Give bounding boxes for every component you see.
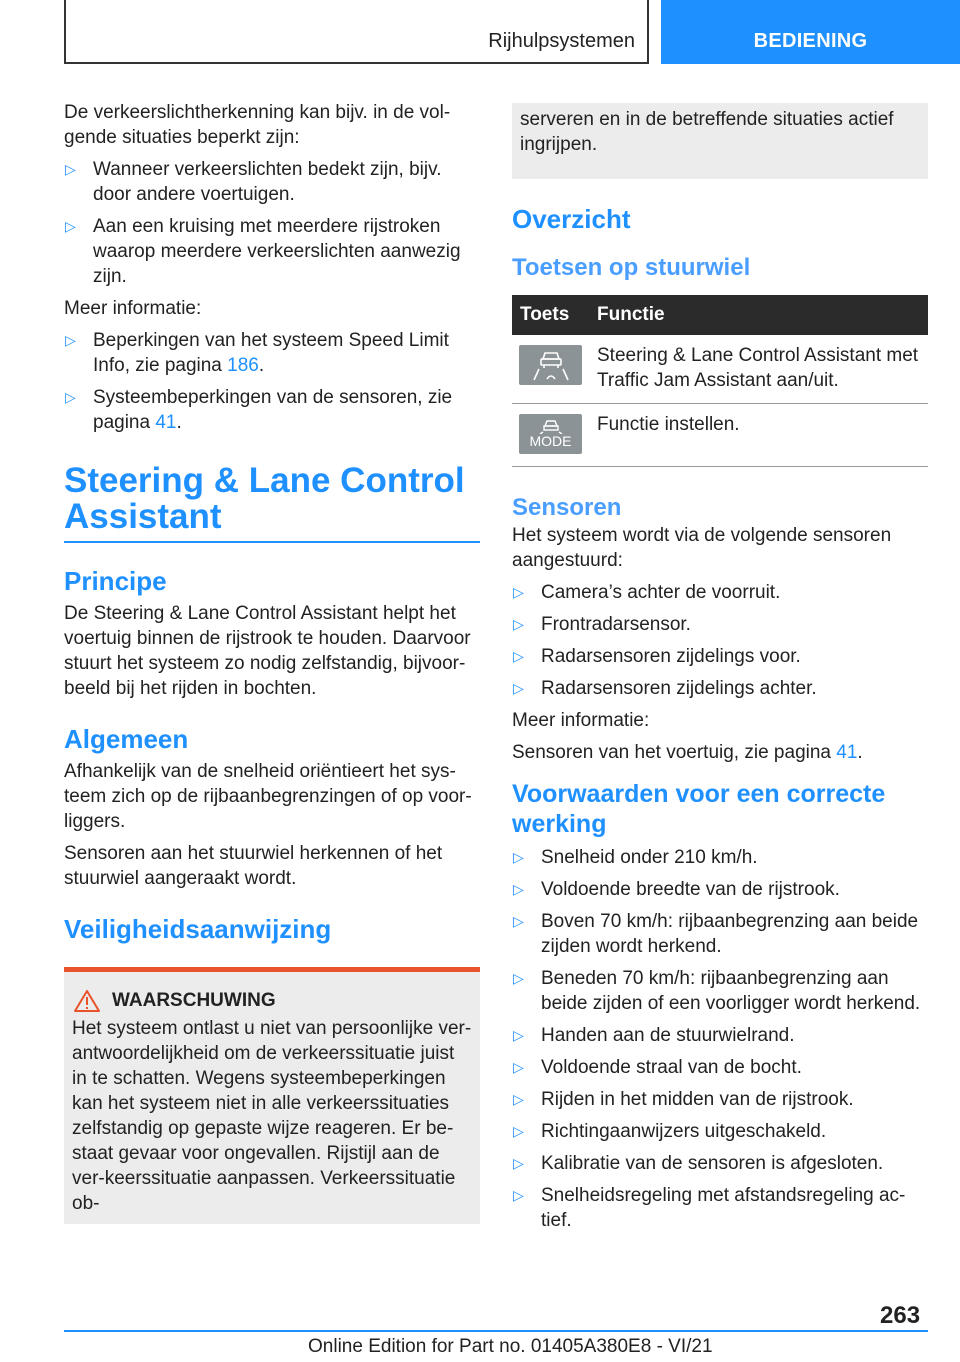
- col-header-key: Toets: [512, 295, 589, 335]
- bullet-triangle-icon: ▷: [65, 161, 76, 177]
- bullet-triangle-icon: ▷: [513, 680, 524, 696]
- sensors-ref: Sensoren van het voertuig, zie pagina 41.: [512, 742, 863, 763]
- list-item: ▷ Voldoende straal van de bocht.: [513, 1057, 802, 1078]
- page-link-186[interactable]: 186: [227, 355, 259, 376]
- bullet-triangle-icon: ▷: [513, 1187, 524, 1203]
- list-item: ▷ Beperkingen van het systeem Speed Limit Info, zie pagina 186.: [65, 330, 449, 376]
- key-cell: [512, 404, 589, 467]
- col-header-function: Functie: [589, 295, 928, 335]
- more-info-label: Meer informatie:: [512, 710, 650, 731]
- general-text-1: Afhankelijk van de snelheid oriëntieert het sys-teem zich op de rijbaanbegrenzingen of op voor-liggers.: [64, 761, 472, 832]
- bullet-triangle-icon: ▷: [513, 616, 524, 632]
- intro-text: De verkeerslichtherkenning kan bijv. in de vol-gende situaties beperkt zijn:: [64, 102, 451, 148]
- buttons-heading: Toetsen op stuurwiel: [512, 254, 751, 281]
- conditions-heading: Voorwaarden voor een correcte werking: [512, 780, 886, 838]
- page-link-41[interactable]: 41: [155, 412, 177, 433]
- safety-heading: Veiligheidsaanwijzing: [64, 914, 332, 944]
- bullet-triangle-icon: ▷: [513, 1155, 524, 1171]
- general-heading: Algemeen: [64, 724, 189, 754]
- list-item: ▷ Frontradarsensor.: [513, 614, 691, 635]
- list-item: ▷ Radarsensoren zijdelings achter.: [513, 678, 817, 699]
- list-item: ▷ Rijden in het midden van de rijstrook.: [513, 1089, 854, 1110]
- warning-title: [72, 990, 472, 1012]
- list-item: ▷ Wanneer verkeerslichten bedekt zijn, bijv. door andere voertuigen.: [65, 159, 442, 205]
- header-section-box: [64, 0, 649, 64]
- refs-list: [64, 328, 480, 435]
- table-row: [512, 404, 928, 467]
- buttons-table: [512, 295, 928, 467]
- bullet-triangle-icon: ▷: [513, 970, 524, 986]
- footer-divider-end: [864, 1330, 928, 1332]
- table-row: [512, 335, 928, 404]
- bullet-triangle-icon: ▷: [513, 648, 524, 664]
- lane-assist-key-icon: [519, 345, 582, 385]
- warning-box-continued: [512, 103, 928, 179]
- list-item: ▷ Radarsensoren zijdelings voor.: [513, 646, 801, 667]
- sensors-intro: Het systeem wordt via de volgende sensoren aangestuurd:: [512, 525, 892, 571]
- bullet-triangle-icon: ▷: [513, 1091, 524, 1107]
- warning-text: Het systeem ontlast u niet van persoonlijke ver-antwoordelijkheid om de verkeerssituatie juist in te schatten. Wegens systeembeperkingen kan het systeem niet in alle verkeerssituaties zelfstandig op gepaste wijze reageren. Er be-staat gevaar voor ongevallen. Rijstijl aan de ver-keerssituatie aanpassen. Verkeerssituatie ob-: [72, 1018, 472, 1214]
- section-title: Rijhulpsystemen: [488, 30, 635, 52]
- general-text-2: Sensoren aan het stuurwiel herkennen of het stuurwiel aangeraakt wordt.: [64, 843, 443, 889]
- function-cell: Steering & Lane Control Assistant met Traffic Jam Assistant aan/uit.: [589, 335, 928, 404]
- left-column: [64, 100, 480, 1224]
- list-item: ▷ Kalibratie van de sensoren is afgesloten.: [513, 1153, 884, 1174]
- chapter-title: BEDIENING: [753, 30, 868, 52]
- bullet-triangle-icon: ▷: [513, 849, 524, 865]
- main-title: Steering & Lane Control Assistant: [64, 463, 480, 543]
- conditions-list: [512, 845, 928, 1233]
- bullet-triangle-icon: ▷: [513, 913, 524, 929]
- list-item: ▷ Beneden 70 km/h: rijbaanbegrenzing aan beide zijden of een voorligger wordt herkend.: [513, 968, 921, 1014]
- bullet-triangle-icon: ▷: [513, 881, 524, 897]
- list-item: ▷ Voldoende breedte van de rijstrook.: [513, 879, 840, 900]
- warning-continued-text: serveren en in de betreffende situaties actief ingrijpen.: [520, 109, 894, 155]
- list-item: ▷ Boven 70 km/h: rijbaanbegrenzing aan beide zijden wordt herkend.: [513, 911, 919, 957]
- sensors-list: [512, 580, 928, 701]
- warning-box: [64, 967, 480, 1224]
- principle-text: De Steering & Lane Control Assistant helpt het voertuig binnen de rijstrook te houden. Daarvoor stuurt het systeem zo nodig zelfstandig, bijvoor-beeld bij het rijden in bochten.: [64, 603, 471, 699]
- key-cell: [512, 335, 589, 404]
- header-chapter-tab[interactable]: [661, 0, 960, 64]
- mode-key-icon: [519, 414, 582, 454]
- function-cell: Functie instellen.: [589, 404, 928, 467]
- sensors-heading: Sensoren: [512, 494, 622, 521]
- page-number: 263: [880, 1302, 921, 1329]
- list-item: ▷ Richtingaanwijzers uitgeschakeld.: [513, 1121, 827, 1142]
- limits-list: [64, 157, 480, 289]
- bullet-triangle-icon: ▷: [513, 1059, 524, 1075]
- list-item: ▷ Aan een kruising met meerdere rijstroken waarop meerdere verkeerslichten aanwezig zijn.: [65, 216, 461, 287]
- warning-label: WAARSCHUWING: [112, 990, 276, 1011]
- page-link-41[interactable]: 41: [836, 742, 858, 763]
- footer-divider: [64, 1330, 864, 1332]
- list-item: ▷ Snelheid onder 210 km/h.: [513, 847, 758, 868]
- footer-edition: Online Edition for Part no. 01405A380E8 - VI/21: [308, 1336, 713, 1357]
- list-item: ▷ Systeembeperkingen van de sensoren, zie pagina 41.: [65, 387, 453, 433]
- mode-key-label: MODE: [529, 433, 572, 449]
- bullet-triangle-icon: ▷: [513, 1123, 524, 1139]
- bullet-triangle-icon: ▷: [513, 584, 524, 600]
- list-item: ▷ Snelheidsregeling met afstandsregeling ac-tief.: [513, 1185, 906, 1231]
- principle-heading: Principe: [64, 566, 167, 596]
- right-column: [512, 103, 928, 1240]
- bullet-triangle-icon: ▷: [65, 332, 76, 348]
- warning-triangle-icon: [74, 990, 100, 1012]
- list-item: ▷ Camera’s achter de voorruit.: [513, 582, 781, 603]
- list-item: ▷ Handen aan de stuurwielrand.: [513, 1025, 795, 1046]
- overview-heading: Overzicht: [512, 204, 631, 234]
- bullet-triangle-icon: ▷: [65, 389, 76, 405]
- bullet-triangle-icon: ▷: [65, 218, 76, 234]
- bullet-triangle-icon: ▷: [513, 1027, 524, 1043]
- more-info-label: Meer informatie:: [64, 298, 202, 319]
- table-header-row: [512, 295, 928, 335]
